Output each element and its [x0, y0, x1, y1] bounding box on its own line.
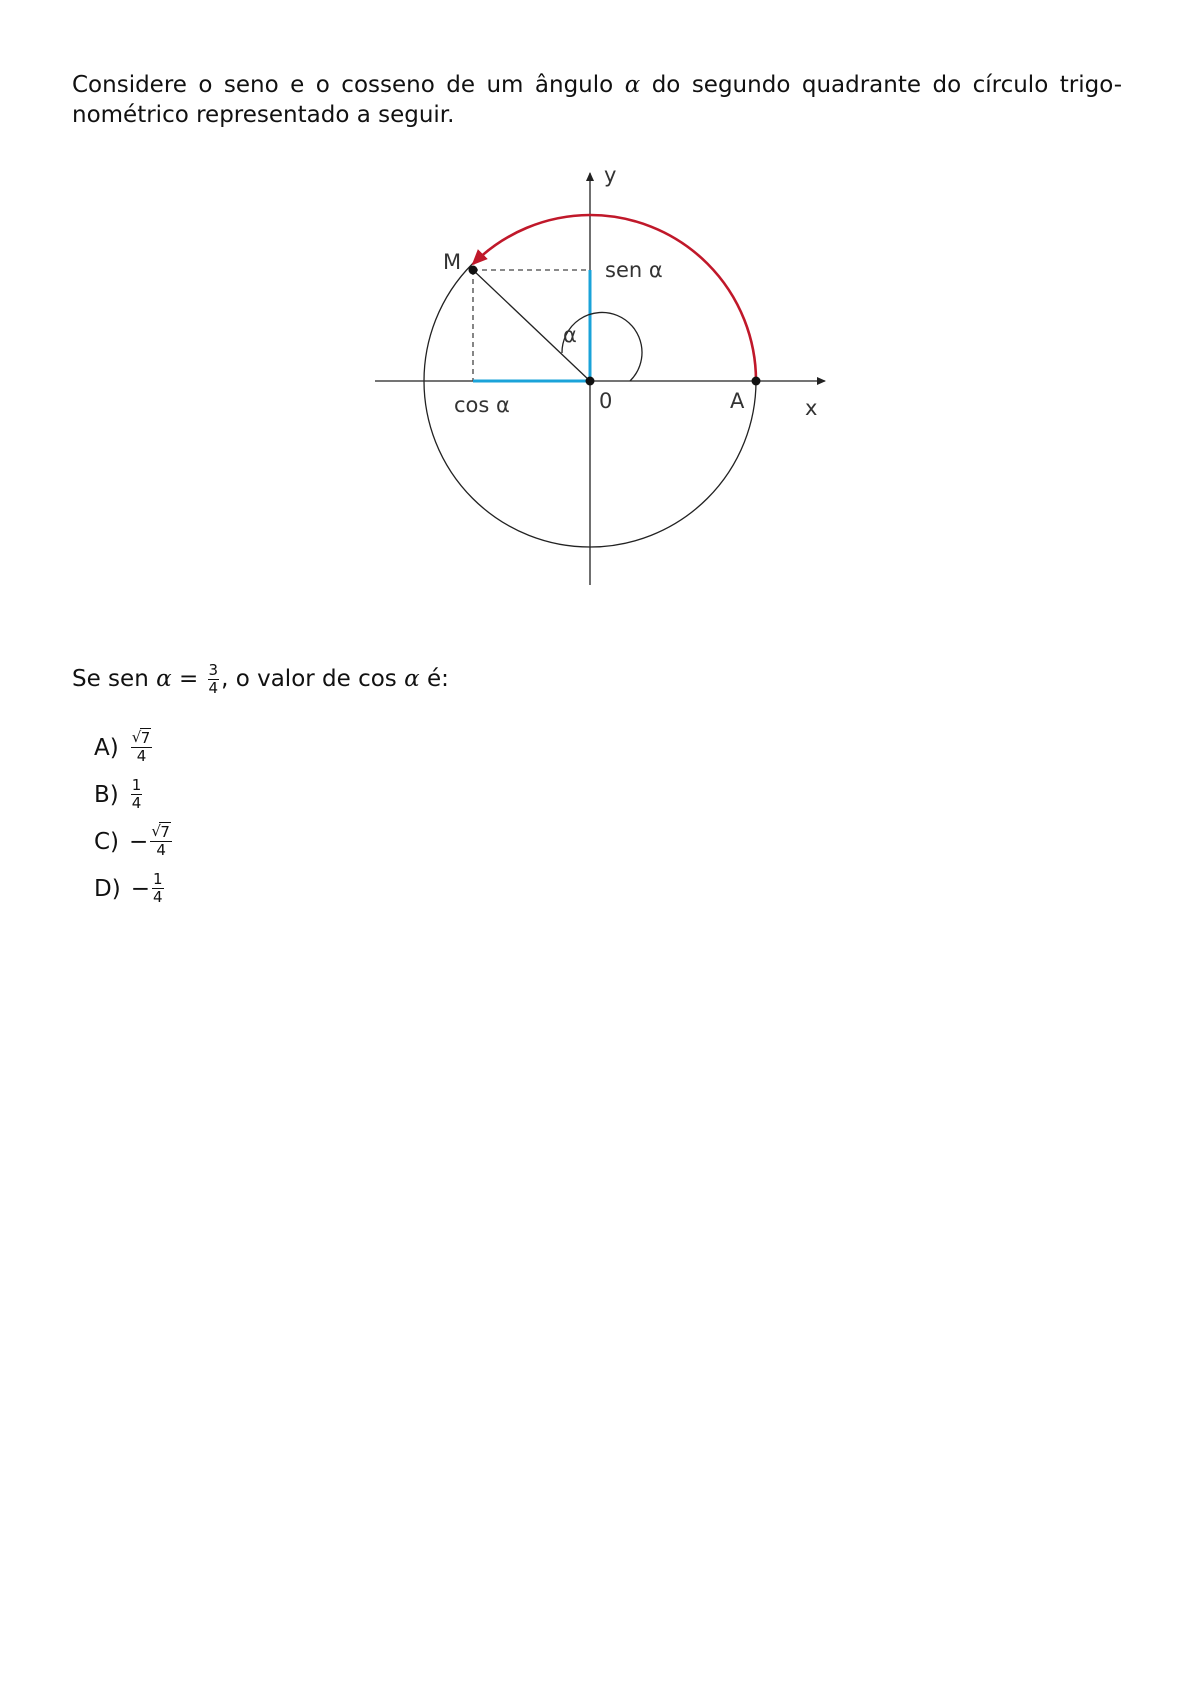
fraction-numerator: 1 — [131, 776, 142, 794]
option-fraction — [131, 777, 143, 812]
option-b[interactable] — [94, 771, 174, 818]
option-fraction — [150, 824, 172, 859]
option-fraction — [131, 730, 153, 765]
label-x: x — [805, 396, 818, 420]
intro-text — [72, 70, 1122, 130]
option-letter: D) — [94, 875, 121, 902]
option-sign: − — [130, 875, 150, 902]
square-root — [151, 824, 171, 841]
label-alpha: α — [563, 323, 577, 347]
label-cos: cos α — [454, 393, 510, 417]
question-middle: , o valor de cos — [221, 666, 405, 692]
square-root — [132, 730, 152, 747]
arc-arrow — [473, 215, 756, 381]
question-text — [72, 662, 449, 697]
intro-line-1 — [72, 70, 1122, 100]
option-fraction — [152, 871, 164, 906]
fraction-numerator: 3 — [208, 661, 219, 679]
label-sen: sen α — [605, 258, 663, 282]
option-c[interactable] — [94, 818, 174, 865]
option-a[interactable] — [94, 724, 174, 771]
label-origin: 0 — [599, 389, 613, 413]
alpha-symbol: α — [404, 666, 420, 692]
question-prefix: Se sen — [72, 666, 157, 692]
option-letter: A) — [94, 734, 119, 761]
label-a: A — [730, 389, 745, 413]
intro-text-end: do segundo quadrante do círculo trigo- — [640, 72, 1122, 98]
fraction-denominator: 4 — [156, 841, 166, 859]
radicand: 7 — [160, 823, 170, 841]
option-letter: B) — [94, 781, 119, 808]
alpha-symbol: α — [156, 666, 172, 692]
fraction-denominator: 4 — [131, 794, 142, 812]
fraction-numerator: 1 — [152, 870, 163, 888]
radical-sign: √ — [151, 822, 161, 840]
question-suffix: é: — [419, 666, 449, 692]
option-letter: C) — [94, 828, 120, 855]
label-m: M — [443, 250, 462, 274]
point-m — [469, 266, 478, 275]
fraction-numerator — [131, 730, 153, 748]
unit-circle-svg — [365, 170, 835, 630]
label-y: y — [604, 170, 617, 187]
fraction-denominator: 4 — [152, 888, 163, 906]
option-d[interactable] — [94, 865, 174, 912]
unit-circle-figure — [365, 170, 835, 630]
point-a — [752, 377, 761, 386]
alpha-symbol: α — [624, 72, 641, 98]
fraction-three-quarters — [208, 662, 220, 697]
intro-text-start: Considere o seno e o cosseno de um ângulo — [72, 72, 625, 98]
equals-sign: = — [171, 666, 206, 692]
intro-line-2: nométrico representado a seguir. — [72, 102, 455, 128]
point-origin — [586, 377, 595, 386]
fraction-denominator: 4 — [136, 747, 147, 765]
fraction-numerator — [150, 824, 172, 842]
fraction-denominator: 4 — [208, 679, 219, 697]
answer-options — [94, 724, 174, 912]
radicand: 7 — [140, 729, 151, 747]
option-sign: − — [129, 828, 149, 855]
radical-sign: √ — [131, 728, 142, 746]
